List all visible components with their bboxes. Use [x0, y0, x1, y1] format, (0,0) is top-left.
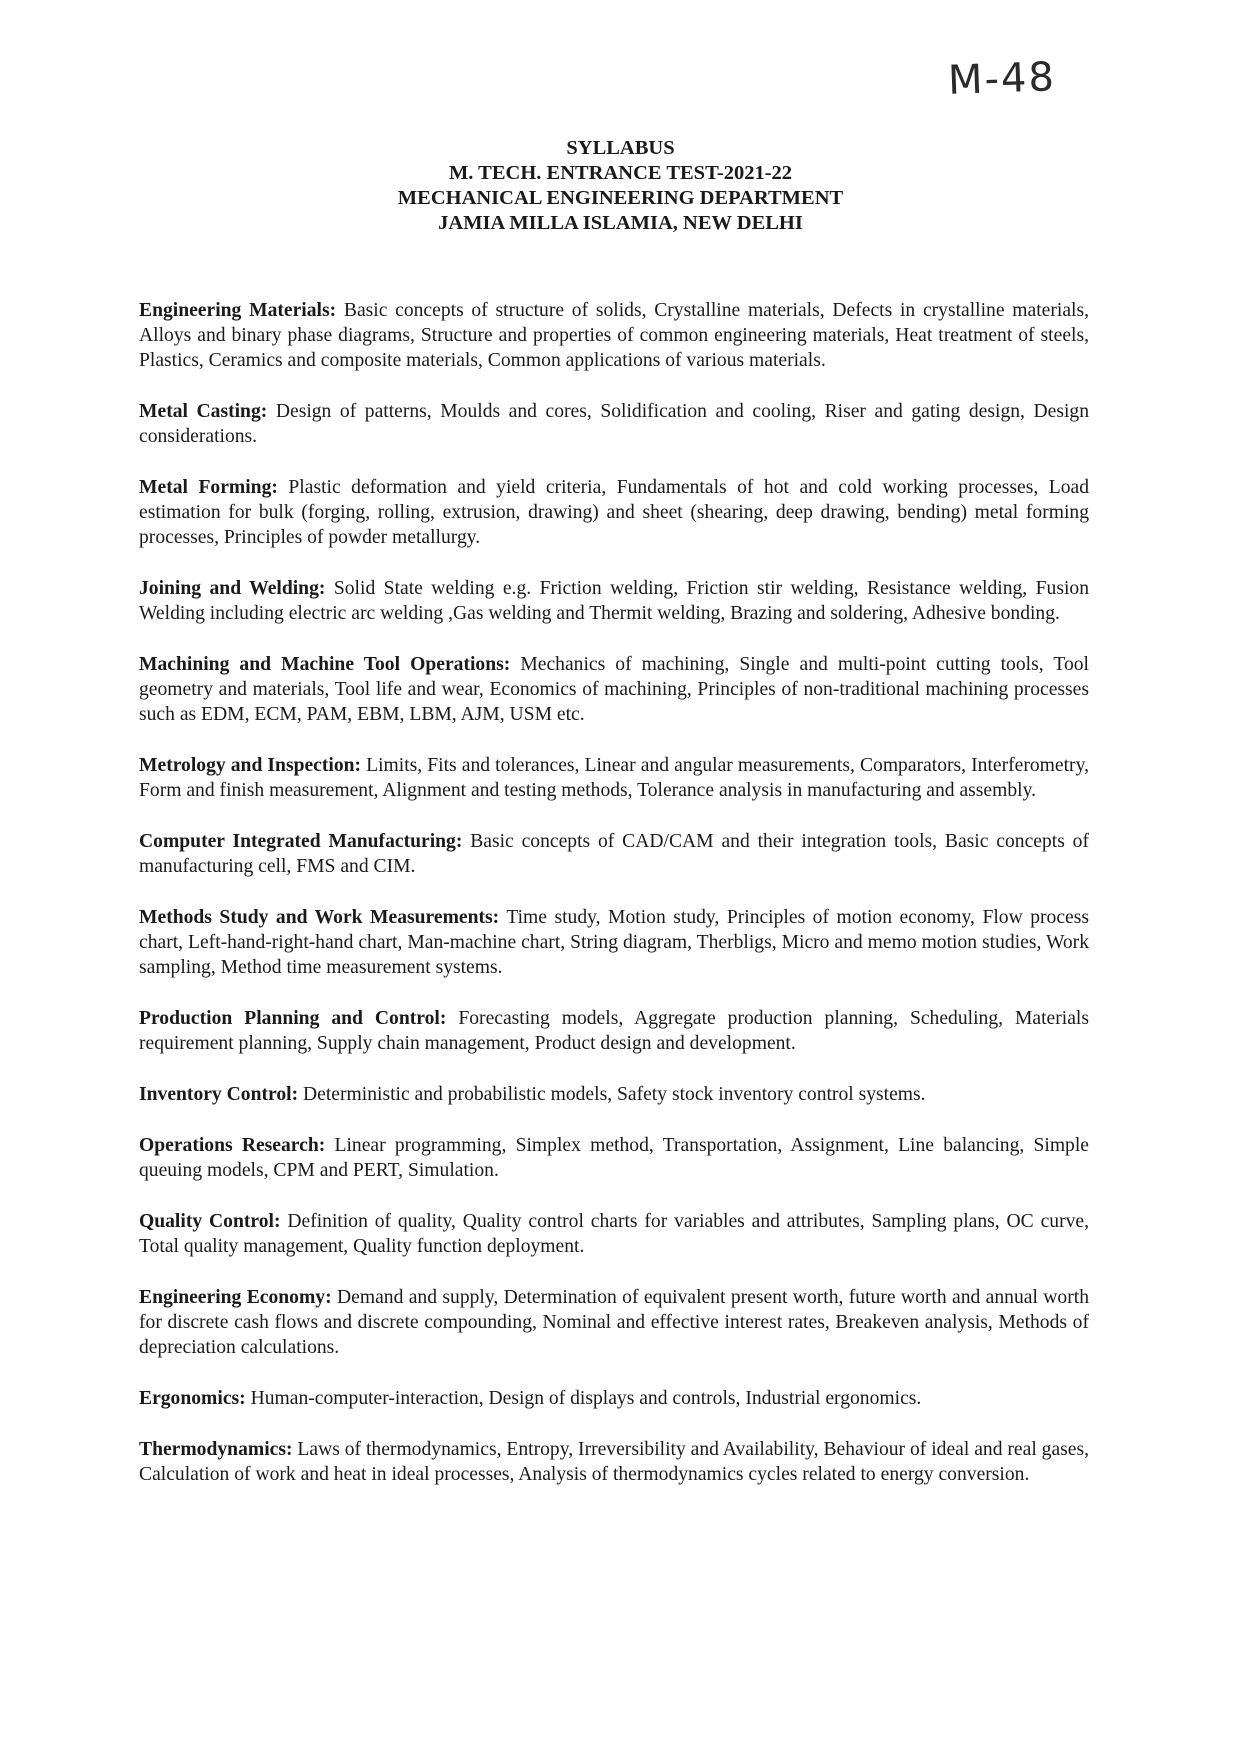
handwritten-page-code: M-48 [947, 54, 1057, 104]
section-metal-forming [139, 475, 1089, 550]
section-text: Demand and supply, Determination of equivalent present worth, future worth and annual worth for discrete cash flows and discrete compounding, Nominal and effective interest rates, Breakeven analysis, Methods of depreciation calculations. [139, 1287, 1089, 1358]
header-title: SYLLABUS [566, 137, 675, 159]
section-topic: Machining and Machine Tool Operations: [139, 654, 511, 675]
section-joining-welding [139, 576, 1089, 626]
section-production-planning [139, 1006, 1089, 1056]
section-topic: Metrology and Inspection: [139, 755, 362, 776]
section-text: Time study, Motion study, Principles of motion economy, Flow process chart, Left-hand-right-hand chart, Man-machine chart, String diagram, Therbligs, Micro and memo motion studies, Work sampling, Method time measurement systems. [139, 907, 1089, 978]
header-university: JAMIA MILLA ISLAMIA, NEW DELHI [438, 212, 803, 234]
section-ergonomics [139, 1386, 1089, 1411]
section-cim [139, 829, 1089, 879]
section-text: Plastic deformation and yield criteria, Fundamentals of hot and cold working processes, Load estimation for bulk (forging, rolling, extrusion, drawing) and sheet (shearing, deep drawing, bending) metal forming processes, Principles of powder metallurgy. [139, 477, 1090, 548]
section-topic: Ergonomics: [139, 1388, 246, 1409]
syllabus-content [139, 298, 1089, 1513]
section-engineering-economy [139, 1285, 1089, 1360]
section-topic: Methods Study and Work Measurements: [139, 907, 500, 928]
section-text: Solid State welding e.g. Friction welding, Friction stir welding, Resistance welding, Fusion Welding including electric arc welding ,Gas welding and Thermit welding, Brazing and soldering, Adhesive bonding. [139, 578, 1089, 624]
section-text: Linear programming, Simplex method, Transportation, Assignment, Line balancing, Simple queuing models, CPM and PERT, Simulation. [139, 1135, 1089, 1181]
section-machining [139, 652, 1089, 727]
section-text: Mechanics of machining, Single and multi-point cutting tools, Tool geometry and materials, Tool life and wear, Economics of machining, Principles of non-traditional machining processes such as EDM, ECM, PAM, EBM, LBM, AJM, USM etc. [139, 654, 1089, 725]
section-topic: Engineering Economy: [139, 1287, 332, 1308]
section-text: Forecasting models, Aggregate production planning, Scheduling, Materials requirement planning, Supply chain management, Product design and development. [139, 1008, 1089, 1054]
section-metrology [139, 753, 1089, 803]
document-header [0, 136, 1241, 236]
section-methods-study [139, 905, 1089, 980]
header-department: MECHANICAL ENGINEERING DEPARTMENT [397, 187, 844, 209]
section-operations-research [139, 1133, 1089, 1183]
section-topic: Production Planning and Control: [139, 1008, 447, 1029]
section-topic: Computer Integrated Manufacturing: [139, 831, 463, 852]
section-topic: Operations Research: [139, 1135, 326, 1156]
section-text: Limits, Fits and tolerances, Linear and angular measurements, Comparators, Interferometry, Form and finish measurement, Alignment and testing methods, Tolerance analysis in manufacturing and assembly. [139, 755, 1089, 801]
section-text: Basic concepts of structure of solids, Crystalline materials, Defects in crystalline materials, Alloys and binary phase diagrams, Structure and properties of common engineering materials, Heat treatment of steels, Plastics, Ceramics and composite materials, Common applications of various materials. [139, 300, 1090, 371]
section-topic: Thermodynamics: [139, 1439, 293, 1460]
section-text: Definition of quality, Quality control charts for variables and attributes, Sampling plans, OC curve, Total quality management, Quality function deployment. [139, 1211, 1089, 1257]
section-metal-casting [139, 399, 1089, 449]
section-engineering-materials [139, 298, 1089, 373]
section-inventory-control [139, 1082, 1089, 1107]
section-topic: Metal Casting: [139, 401, 268, 422]
section-topic: Engineering Materials: [139, 300, 337, 321]
section-quality-control [139, 1209, 1089, 1259]
section-topic: Metal Forming: [139, 477, 278, 498]
header-exam-name: M. TECH. ENTRANCE TEST-2021-22 [448, 162, 793, 184]
section-topic: Quality Control: [139, 1211, 281, 1232]
section-topic: Joining and Welding: [139, 578, 326, 599]
section-topic: Inventory Control: [139, 1084, 299, 1105]
section-text: Human-computer-interaction, Design of displays and controls, Industrial ergonomics. [250, 1388, 922, 1409]
section-text: Deterministic and probabilistic models, Safety stock inventory control systems. [303, 1084, 926, 1105]
section-text: Laws of thermodynamics, Entropy, Irreversibility and Availability, Behaviour of ideal and real gases, Calculation of work and heat in ideal processes, Analysis of thermodynamics cycles related to energy conversion. [139, 1439, 1090, 1485]
section-text: Design of patterns, Moulds and cores, Solidification and cooling, Riser and gating design, Design considerations. [139, 401, 1089, 447]
section-thermodynamics [139, 1437, 1089, 1487]
section-text: Basic concepts of CAD/CAM and their integration tools, Basic concepts of manufacturing cell, FMS and CIM. [139, 831, 1090, 877]
